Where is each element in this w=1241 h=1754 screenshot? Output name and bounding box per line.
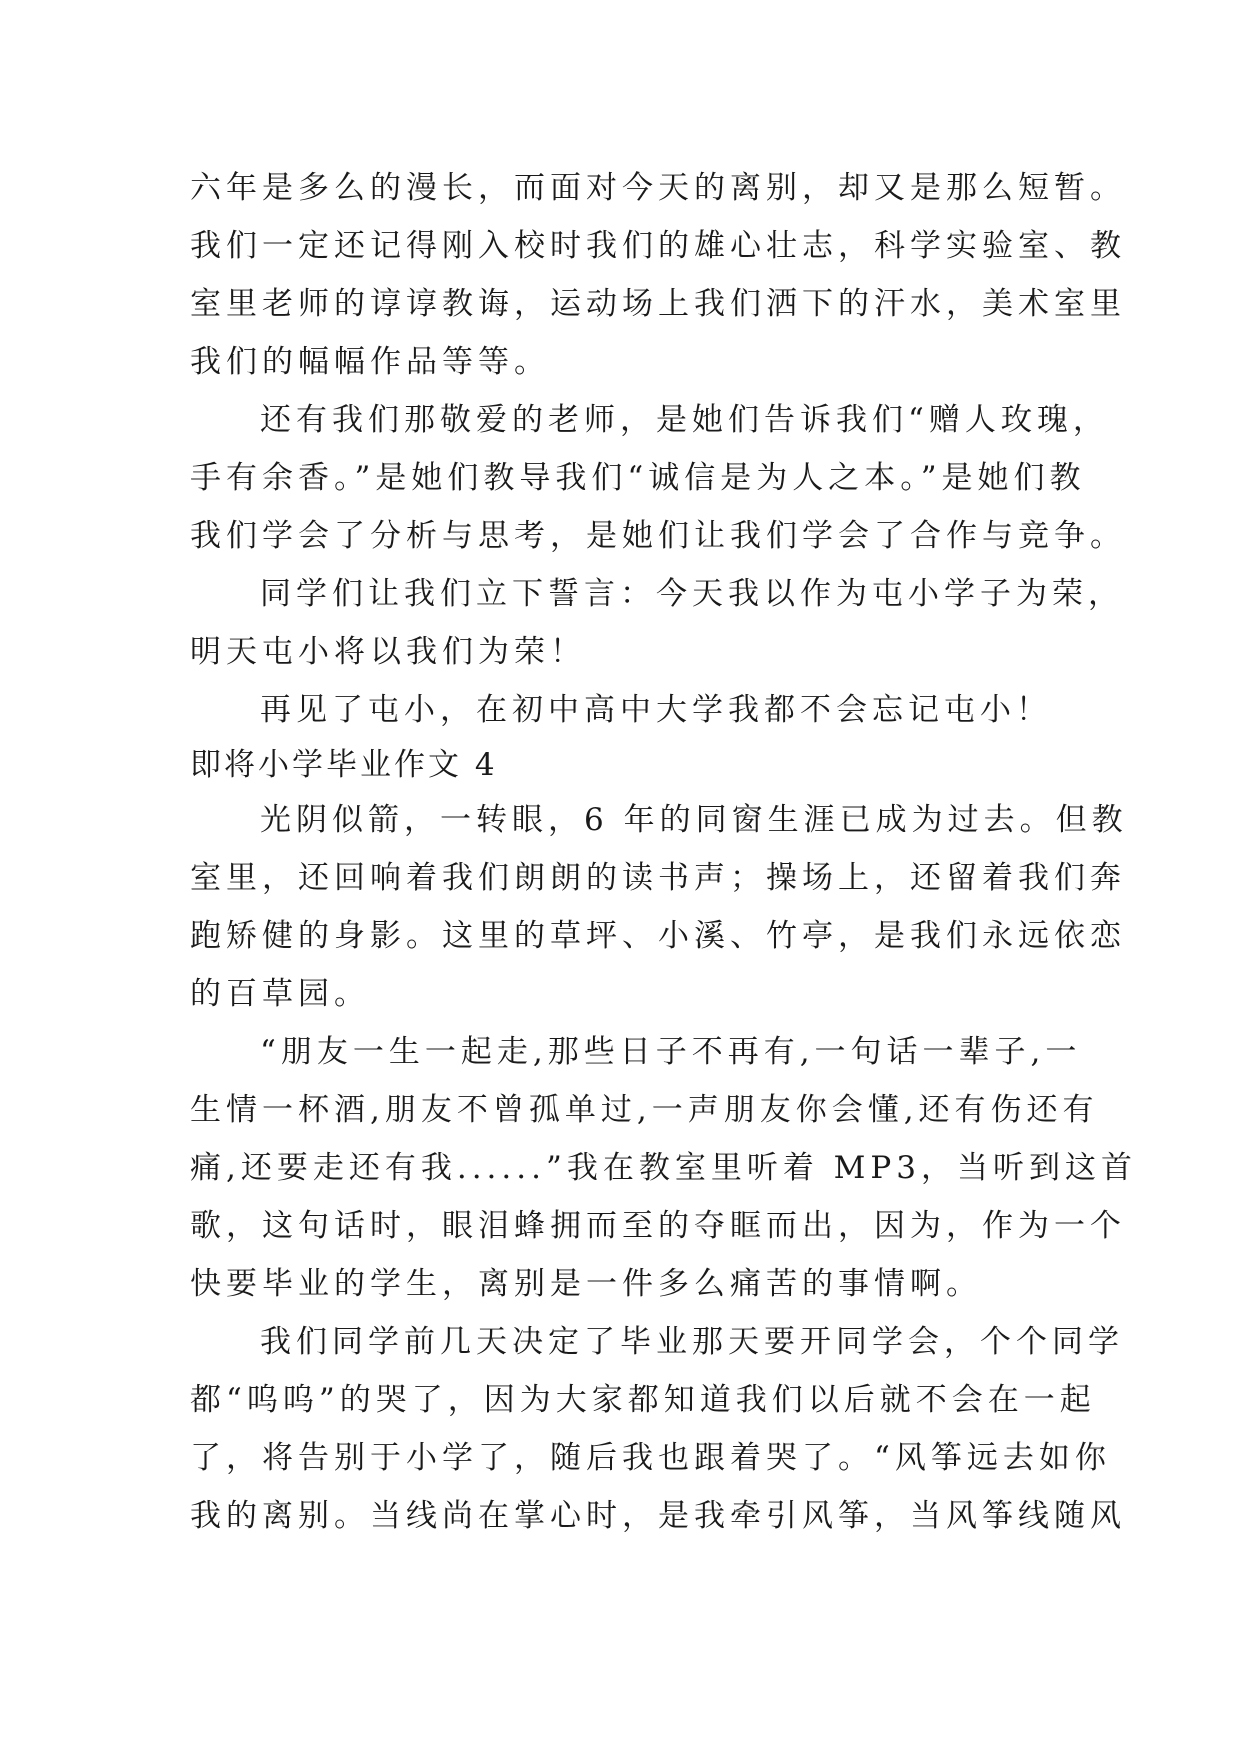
text-line: 同学们让我们立下誓言：今天我以作为屯小学子为荣， <box>260 576 1124 612</box>
paragraph <box>190 791 1128 1023</box>
text-line: 跑矫健的身影。这里的草坪、小溪、竹亭，是我们永远依恋 <box>190 918 1126 954</box>
paragraph <box>190 681 1070 739</box>
heading-text: 即将小学毕业作文 4 <box>190 747 498 783</box>
text-line: 室里，还回响着我们朗朗的读书声；操场上，还留着我们奔 <box>190 860 1126 896</box>
text-line: 的百草园。 <box>190 976 370 1012</box>
text-line: 室里老师的谆谆教诲，运动场上我们洒下的汗水，美术室里 <box>190 286 1126 322</box>
paragraph <box>190 391 1126 565</box>
text-line: 我们一定还记得刚入校时我们的雄心壮志，科学实验室、教 <box>190 228 1126 264</box>
text-line: 我的离别。当线尚在掌心时，是我牵引风筝，当风筝线随风 <box>190 1498 1126 1534</box>
paragraph <box>190 1023 1138 1313</box>
document-body <box>190 159 1138 1545</box>
text-line: 我们同学前几天决定了毕业那天要开同学会，个个同学 <box>260 1324 1124 1360</box>
paragraph <box>190 565 1124 681</box>
text-line: 生情一杯酒,朋友不曾孤单过,一声朋友你会懂,还有伤还有 <box>190 1092 1099 1128</box>
text-line: “朋友一生一起走,那些日子不再有,一句话一辈子,一 <box>260 1034 1082 1070</box>
text-line: 歌，这句话时，眼泪蜂拥而至的夺眶而出，因为，作为一个 <box>190 1208 1126 1244</box>
text-line: 手有余香。”是她们教导我们“诚信是为人之本。”是她们教 <box>190 460 1086 496</box>
text-line: 我们学会了分析与思考，是她们让我们学会了合作与竞争。 <box>190 518 1126 554</box>
text-line: 痛,还要走还有我......”我在教室里听着 MP3，当听到这首 <box>190 1150 1138 1186</box>
text-line: 我们的幅幅作品等等。 <box>190 344 550 380</box>
text-line: 光阴似箭，一转眼，6 年的同窗生涯已成为过去。但教 <box>260 802 1128 838</box>
text-line: 快要毕业的学生，离别是一件多么痛苦的事情啊。 <box>190 1266 982 1302</box>
text-line: 再见了屯小，在初中高中大学我都不会忘记屯小！ <box>260 692 1052 728</box>
text-line: 还有我们那敬爱的老师，是她们告诉我们“赠人玫瑰， <box>260 402 1109 438</box>
text-line: 六年是多么的漫长，而面对今天的离别，却又是那么短暂。 <box>190 170 1126 206</box>
section-heading <box>190 739 1070 791</box>
text-line: 了，将告别于小学了，随后我也跟着哭了。“风筝远去如你 <box>190 1440 1111 1476</box>
paragraph <box>190 159 1126 391</box>
text-line: 都“呜呜”的哭了，因为大家都知道我们以后就不会在一起 <box>190 1382 1096 1418</box>
paragraph <box>190 1313 1126 1545</box>
text-line: 明天屯小将以我们为荣！ <box>190 634 586 670</box>
